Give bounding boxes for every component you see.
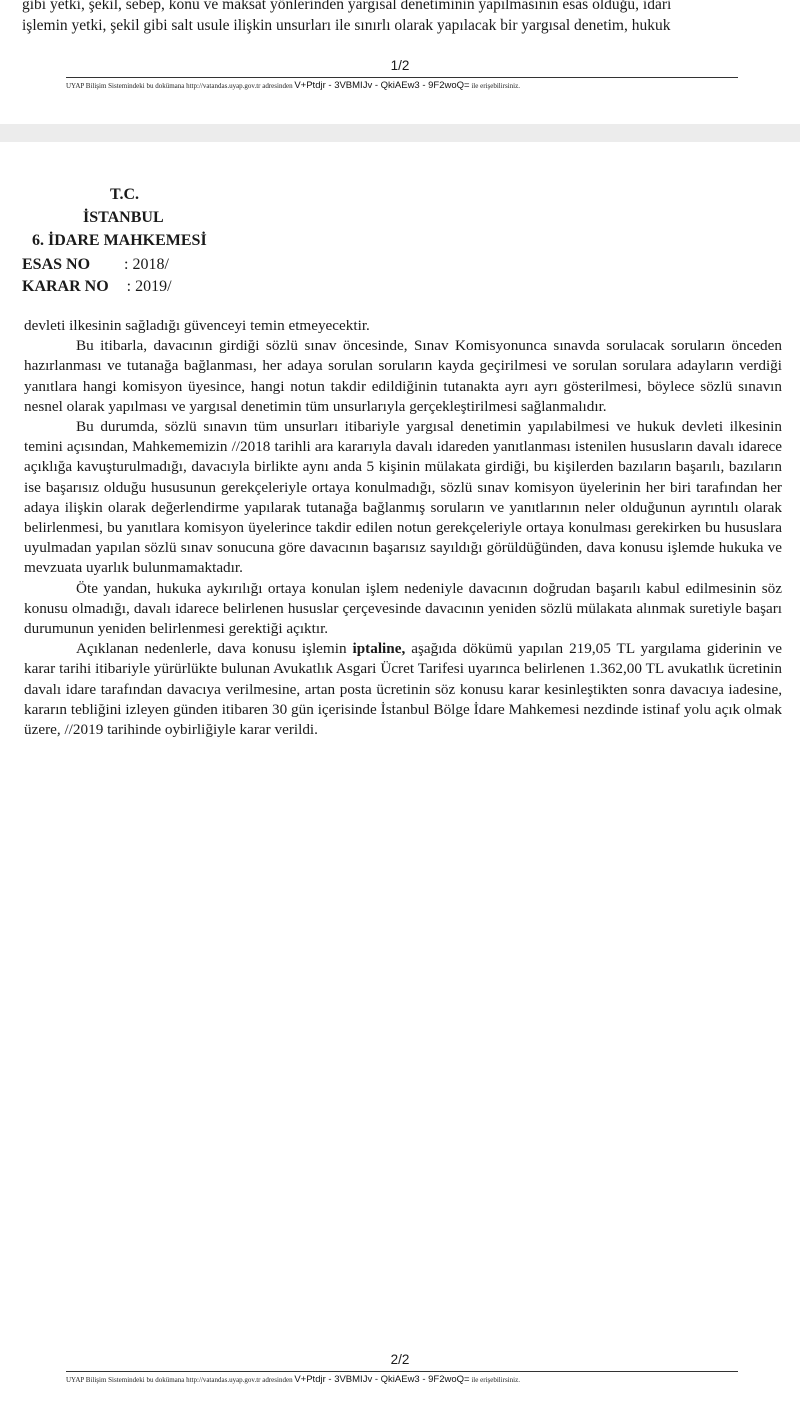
page-separator	[0, 124, 800, 142]
page-2-footer-rule	[66, 1371, 738, 1372]
footer-verification-code: V+Ptdjr - 3VBMIJv - QkiAEw3 - 9F2woQ=	[294, 1374, 470, 1385]
footer-prefix: UYAP Bilişim Sistemindeki bu dokümana http://vatandas.uyap.gov.tr adresinden	[66, 1376, 293, 1384]
footer-verification-code: V+Ptdjr - 3VBMIJv - QkiAEw3 - 9F2woQ=	[294, 80, 470, 91]
page-1-fragment	[0, 0, 800, 108]
paragraph-3: Öte yandan, hukuka aykırılığı ortaya konulan işlem nedeniyle davacının doğrudan başarılı kabul edilmesinin söz konusu olmadığı, davalı idarece belirlenen hususlar çerçevesinde davacının yeniden sözlü mülakata alınmak suretiyle başarı durumunun yeniden belirlenmesi gerektiği açıktır.	[24, 579, 782, 638]
header-city: İSTANBUL	[83, 209, 164, 226]
karar-no-label: KARAR NO	[22, 278, 109, 295]
page-1-text-line-1: gibi yetki, şekil, sebep, konu ve maksat yönlerinden yargısal denetiminin yapılmasının esas olduğu, idari	[22, 0, 672, 13]
page-1-body-text	[22, 0, 782, 36]
footer-suffix: ile erişebilirsiniz.	[471, 82, 520, 90]
page-1-text-line-2: işlemin yetki, şekil gibi salt usule ilişkin unsurları ile sınırlı olarak yapılacak bir yargısal denetim, hukuk	[22, 17, 671, 34]
karar-no-value: : 2019/	[126, 278, 172, 295]
esas-no-row	[22, 256, 169, 274]
paragraph-2: Bu durumda, sözlü sınavın tüm unsurları itibariyle yargısal denetimin yapılabilmesi ve hukuk devleti ilkesinin temini açısından, Mahkememizin //2018 tarihli ara kararıyla davalı idareden yanıtlanması istenilen hususların davalı idarece açıklığa kavuşturulmadığı, davacıyla birlikte aynı anda 5 kişinin mülakata girdiği, bu kişilerden bazıların başarılı, bazıların ise başarısız olduğu hususunun gerekçeleriyle ortaya konulmadığı, sözlü sınav komisyon üyelerinin her biri tarafından her adaya ilişkin olarak değerlendirme yapılarak tutanağa bağlanmış soruların ve yanıtlarının neler olduğunun ayrıntılı olarak belirlenmesi, bu yanıtlara komisyon üyelerince takdir edilen notun gerekçeleriyle ortaya konulması gerekirken bu hususlara uyulmadan yapılan sözlü sınav sonucuna göre davacının başarısız sayıldığı görüldüğünden, dava konusu işlemde hukuka ve mevzuata uyarlık bulunmamaktadır.	[24, 418, 782, 577]
paragraph-4-rest: aşağıda dökümü yapılan 219,05 TL yargılama giderinin ve karar tarihi itibariyle yürürlükte bulunan Avukatlık Asgari Ücret Tarifesi uyarınca belirlenen 1.362,00 TL avukatlık ücretinin davalı idare tarafından davacıya verilmesine, artan posta ücretinin söz konusu karar kesinleştikten sonra davacıya iadesine, kararın tebliğini izleyen günden itibaren 30 gün içerisinde İstanbul Bölge İdare Mahkemesi nezdinde istinaf yolu açık olmak üzere, //2019 tarihinde oybirliğiyle karar verildi.	[24, 640, 783, 739]
paragraph-0: devleti ilkesinin sağladığı güvenceyi temin etmeyecektir.	[24, 317, 370, 334]
header-court-name: 6. İDARE MAHKEMESİ	[32, 232, 207, 249]
paragraph-1: Bu itibarla, davacının girdiği sözlü sınav öncesinde, Sınav Komisyonunca sınavda sorulacak soruların önceden hazırlanması ve tutanağa bağlanması, her adaya sorulan soruların kayda geçirilmesi ve sorulan sorulara adayların verdiği yanıtlara hangi komisyon üyesince, hangi notun takdir edildiğinin tutanakta ayrı ayrı gösterilmesi, böylece sözlü sınavın nesnel olarak yapılması ve yargısal denetimin tüm unsurlarıyla gerçekleştirilmesi sağlanmalıdır.	[24, 337, 782, 415]
page-1-footer	[66, 80, 756, 91]
footer-prefix: UYAP Bilişim Sistemindeki bu dokümana http://vatandas.uyap.gov.tr adresinden	[66, 82, 293, 90]
karar-no-row	[22, 278, 172, 296]
header-country: T.C.	[110, 186, 140, 203]
esas-no-value: : 2018/	[124, 256, 169, 273]
page-1-number: 1/2	[390, 58, 410, 73]
paragraph-4	[24, 639, 782, 740]
paragraph-4-start: Açıklanan nedenlerle, dava konusu işlemin	[76, 640, 353, 658]
paragraph-4-verdict: iptaline,	[352, 640, 406, 658]
esas-no-label: ESAS NO	[22, 256, 91, 273]
page-2-footer	[66, 1374, 756, 1385]
page-2-number: 2/2	[390, 1352, 410, 1367]
footer-suffix: ile erişebilirsiniz.	[471, 1376, 520, 1384]
decision-body	[24, 316, 782, 740]
page-1-footer-rule	[66, 77, 738, 78]
